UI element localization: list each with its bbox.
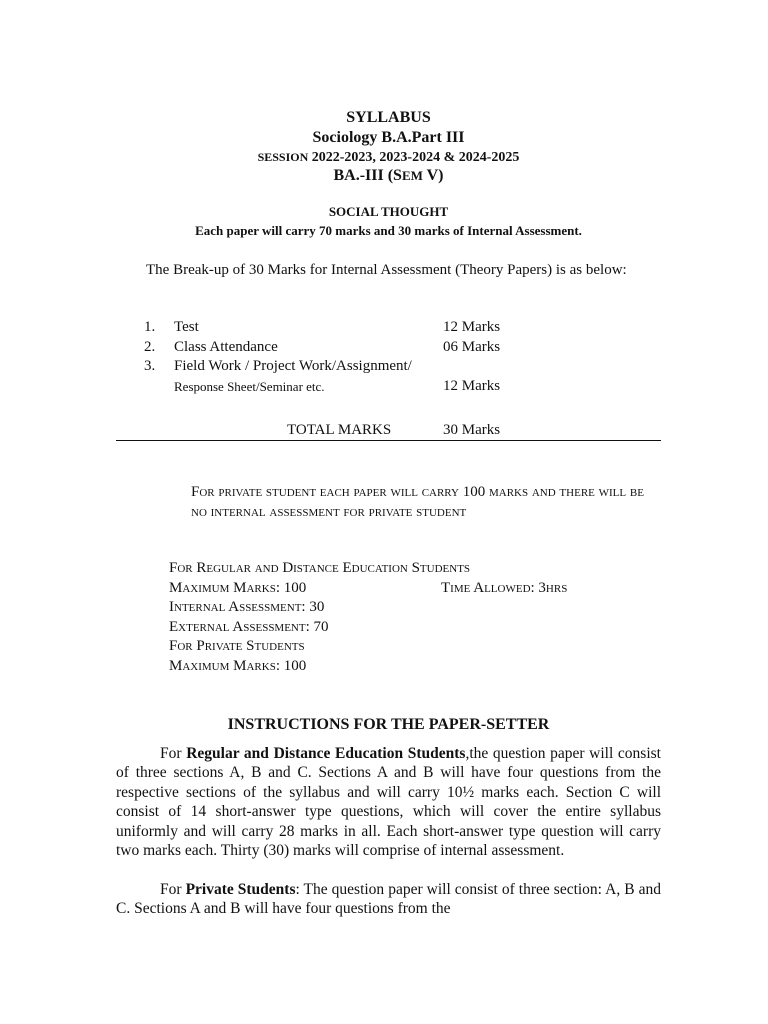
instructions-paragraph-regular xyxy=(116,744,661,860)
marks-row xyxy=(116,357,661,376)
regular-students-heading: For Regular and Distance Education Students xyxy=(169,560,471,576)
marks-row-item: Class Attendance xyxy=(174,339,278,355)
marks-row-number: 2. xyxy=(144,339,156,355)
p1-text: ,the question paper will consist of three sections A, B and C. Sections A and B will have four questions from the respective sections of the syllabus and will carry 10½ marks each. Section C will consist of 14 short-answer type questions, which will cover the entire syllabus uniformly and will carry 28 marks in all. Each short-answer type question will carry two marks each. Thirty (30) marks will comprise of internal assessment. xyxy=(116,745,661,860)
marks-row-item: Response Sheet/Seminar etc. xyxy=(174,379,325,394)
marks-row-number: 1. xyxy=(144,319,156,335)
session-years: 2022-2023, 2023-2024 & 2024-2025 xyxy=(311,150,520,165)
p1-lead: For xyxy=(160,745,187,762)
marks-row xyxy=(116,377,661,396)
external-assessment: External Assessment: 70 xyxy=(169,619,329,635)
internal-assessment: Internal Assessment: 30 xyxy=(169,599,325,615)
private-maximum-marks: Maximum Marks: 100 xyxy=(169,658,307,674)
p1-bold: Regular and Distance Education Students xyxy=(186,745,466,762)
semester-suffix: V) xyxy=(422,167,444,184)
total-marks-row xyxy=(116,422,661,441)
marks-row xyxy=(116,338,661,357)
semester-em: EM xyxy=(401,168,423,183)
paper-title: SOCIAL THOUGHT xyxy=(328,204,449,219)
marks-row xyxy=(116,318,661,337)
private-students-heading: For Private Students xyxy=(169,638,305,654)
marks-row-item: Test xyxy=(174,319,199,335)
time-allowed: Time Allowed: 3hrs xyxy=(441,580,568,596)
p2-lead: For xyxy=(160,881,186,898)
semester-s: S xyxy=(393,167,402,184)
paper-marks-note: Each paper will carry 70 marks and 30 marks of Internal Assessment. xyxy=(195,223,582,238)
p2-text: : The question paper will consist of three section: A, B and C. Sections A and B will have four questions from the xyxy=(116,881,661,918)
total-marks-label: TOTAL MARKS xyxy=(287,422,392,438)
session-label: SESSION xyxy=(257,150,309,164)
instructions-title: INSTRUCTIONS FOR THE PAPER-SETTER xyxy=(227,716,550,733)
instructions-paragraph-private xyxy=(116,880,661,919)
semester-prefix: BA.-III ( xyxy=(333,167,394,184)
breakup-paragraph: The Break-up of 30 Marks for Internal Assessment (Theory Papers) is as below: xyxy=(146,262,627,278)
marks-row-value: 12 Marks xyxy=(443,378,501,394)
semester-line xyxy=(116,166,661,186)
marks-row-value: 12 Marks xyxy=(443,319,501,335)
syllabus-title: SYLLABUS xyxy=(346,109,431,126)
subject-title: Sociology B.A.Part III xyxy=(312,129,465,146)
session-line xyxy=(116,148,661,167)
marks-row-item: Field Work / Project Work/Assignment/ xyxy=(174,358,412,374)
private-student-note: For private student each paper will carry 100 marks and there will be no internal assessment for private student xyxy=(191,484,644,520)
maximum-marks: Maximum Marks: 100 xyxy=(169,580,307,596)
total-marks-value: 30 Marks xyxy=(443,422,501,438)
marks-row-number: 3. xyxy=(144,358,156,374)
p2-bold: Private Students xyxy=(185,881,296,898)
marks-row-value: 06 Marks xyxy=(443,339,501,355)
